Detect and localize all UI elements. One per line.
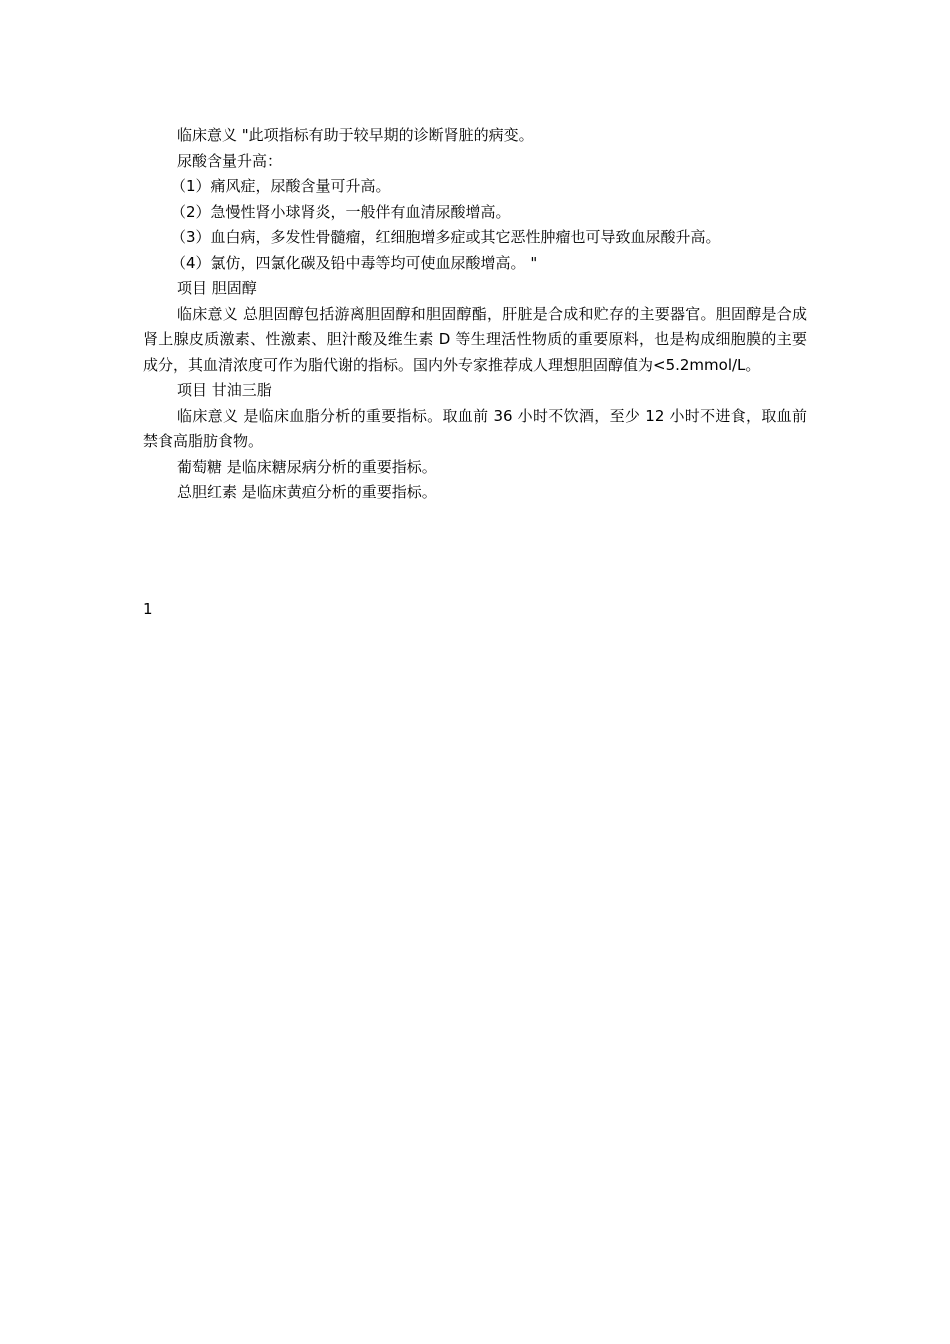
list-item-poisoning: （4）氯仿，四氯化碳及铅中毒等均可使血尿酸增高。 " [171, 253, 538, 272]
list-item-leukemia: （3）血白病，多发性骨髓瘤，红细胞增多症或其它恶性肿瘤也可导致血尿酸升高。 [171, 228, 721, 246]
document-body [143, 123, 807, 506]
paragraph-clinical-significance-kidney: 临床意义 "此项指标有助于较早期的诊断肾脏的病变。 [177, 126, 534, 144]
page-number: 1 [143, 600, 153, 618]
paragraph-triglyceride-significance: 临床意义 是临床血脂分析的重要指标。取血前 36 小时不饮酒，至少 12 小时不进食，取血前禁食高脂肪食物。 [143, 406, 807, 450]
list-item-nephritis: （2）急慢性肾小球肾炎，一般伴有血清尿酸增高。 [171, 202, 511, 221]
paragraph-uric-acid-heading: 尿酸含量升高： [177, 151, 283, 170]
paragraph-glucose: 葡萄糖 是临床糖尿病分析的重要指标。 [177, 457, 437, 476]
paragraph-cholesterol-significance: 临床意义 总胆固醇包括游离胆固醇和胆固醇酯，肝脏是合成和贮存的主要器官。胆固醇是合成肾上腺皮质激素、性激素、胆汁酸及维生素 D 等生理活性物质的重要原料，也是构成细胞膜的主要成分，其血清浓度可作为脂代谢的指标。国内外专家推荐成人理想胆固醇值为<5.2mmol/L。 [143, 304, 807, 374]
section-heading-cholesterol: 项目 胆固醇 [177, 279, 257, 297]
paragraph-bilirubin: 总胆红素 是临床黄疸分析的重要指标。 [177, 483, 437, 501]
list-item-gout: （1）痛风症，尿酸含量可升高。 [171, 177, 391, 195]
section-heading-triglyceride: 项目 甘油三脂 [177, 381, 272, 399]
